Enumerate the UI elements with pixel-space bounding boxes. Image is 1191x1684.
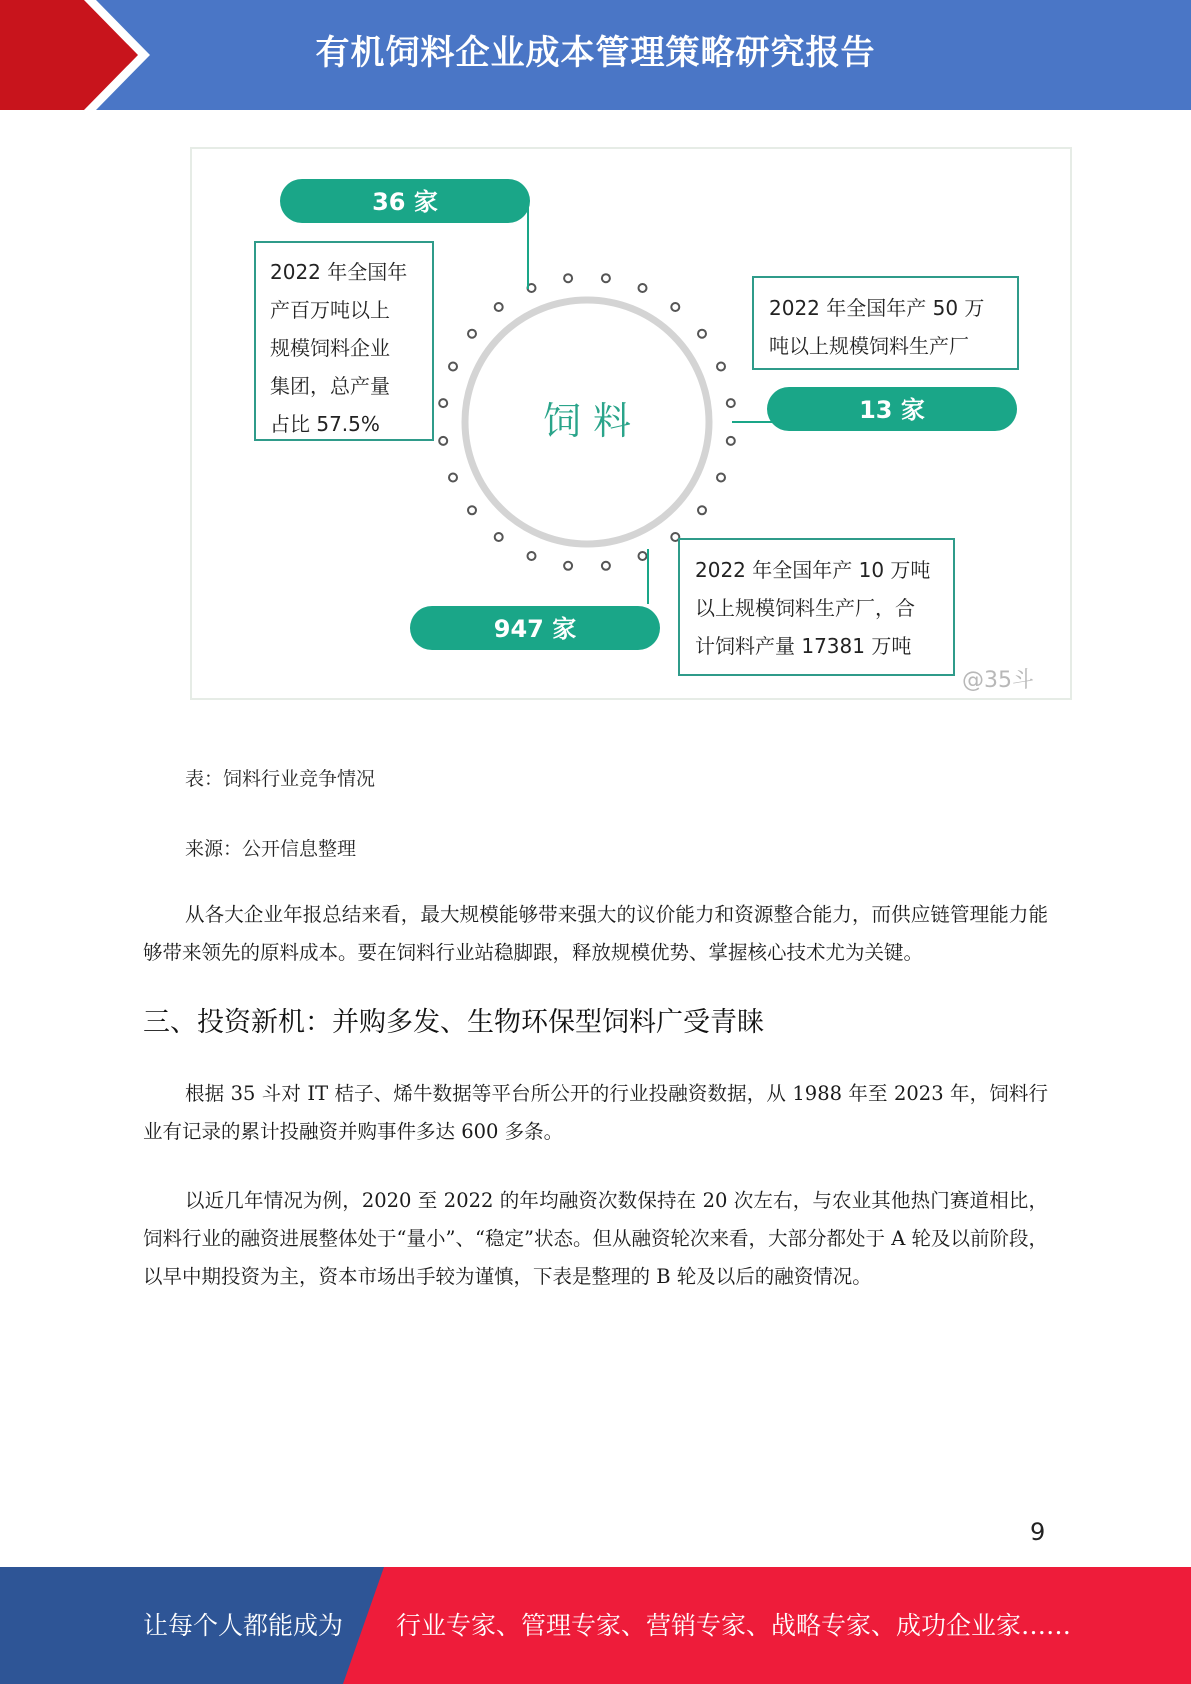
industry-competition-figure (190, 147, 1072, 700)
ring-dot (698, 506, 706, 514)
figure-diagram (192, 149, 1074, 702)
ring-dot (564, 562, 572, 570)
footer-slogan-right: 行业专家、管理专家、营销专家、战略专家、成功企业家…… (396, 1611, 1072, 1640)
ring-dot (671, 303, 679, 311)
ring-dot (717, 474, 725, 482)
ring-dot (468, 506, 476, 514)
ring-dot (698, 330, 706, 338)
ring-dot (449, 363, 457, 371)
ring-dot (727, 437, 735, 445)
ring-dot (495, 533, 503, 541)
ring-dot (439, 399, 447, 407)
pill-label-36: 36 家 (372, 188, 438, 216)
header-title: 有机饲料企业成本管理策略研究报告 (315, 33, 876, 73)
box-10wt-line-2: 以上规模饲料生产厂，合 (695, 596, 915, 620)
ring-dot (564, 274, 572, 282)
paragraph-investment-records: 根据 35 斗对 IT 桔子、烯牛数据等平台所公开的行业投融资数据，从 1988 年至 2023 年，饲料行业有记录的累计投融资并购事件多达 600 多条。 (143, 1082, 1048, 1143)
box-50wt-line-2: 吨以上规模饲料生产厂 (769, 334, 969, 358)
ring-dot (639, 552, 647, 560)
box-10wt-line-1: 2022 年全国年产 10 万吨 (695, 558, 931, 582)
pill-label-947: 947 家 (493, 615, 577, 643)
ring-dot (717, 363, 725, 371)
ring-dot (602, 562, 610, 570)
ring-dot (468, 330, 476, 338)
box-groups-line-3: 规模饲料企业 (270, 336, 390, 360)
center-label: 饲 料 (542, 399, 632, 443)
ring-dot (602, 274, 610, 282)
box-groups-line-2: 产百万吨以上 (270, 298, 390, 322)
box-groups-line-5: 占比 57.5% (270, 412, 380, 436)
ring-dot (528, 552, 536, 560)
section-heading: 三、投资新机：并购多发、生物环保型饲料广受青睐 (143, 1007, 764, 1038)
box-50wt-line-1: 2022 年全国年产 50 万 (769, 296, 985, 320)
paragraph-scale-advantage: 从各大企业年报总结来看，最大规模能够带来强大的议价能力和资源整合能力，而供应链管理能力能够带来领先的原料成本。要在饲料行业站稳脚跟，释放规模优势、掌握核心技术尤为关键。 (143, 903, 1048, 964)
ring-dot (727, 399, 735, 407)
page-footer (0, 1567, 1191, 1684)
page-number: 9 (1030, 1518, 1046, 1546)
box-groups-line-1: 2022 年全国年 (270, 260, 408, 284)
pill-label-13: 13 家 (859, 396, 925, 424)
paragraph-financing-status: 以近几年情况为例，2020 至 2022 的年均融资次数保持在 20 次左右，与农业其他热门赛道相比，饲料行业的融资进展整体处于“量小”、“稳定”状态。但从融资轮次来看，大部分都处于 A 轮及以前阶段，以早中期投资为主，资本市场出手较为谨慎，下表是整理的 B 轮及以后的融资情况。 (143, 1189, 1048, 1288)
ring-dot (449, 474, 457, 482)
footer-slogan-left: 让每个人都能成为 (143, 1611, 344, 1640)
page-header (0, 0, 1191, 110)
table-caption: 表：饲料行业竞争情况 (185, 768, 376, 790)
box-groups-line-4: 集团，总产量 (270, 374, 390, 398)
source-caption: 来源：公开信息整理 (185, 838, 357, 860)
ring-dot (495, 303, 503, 311)
ring-dot (639, 284, 647, 292)
box-10wt-line-3: 计饲料产量 17381 万吨 (695, 634, 912, 658)
ring-dot (439, 437, 447, 445)
watermark: @35斗 (962, 668, 1034, 693)
